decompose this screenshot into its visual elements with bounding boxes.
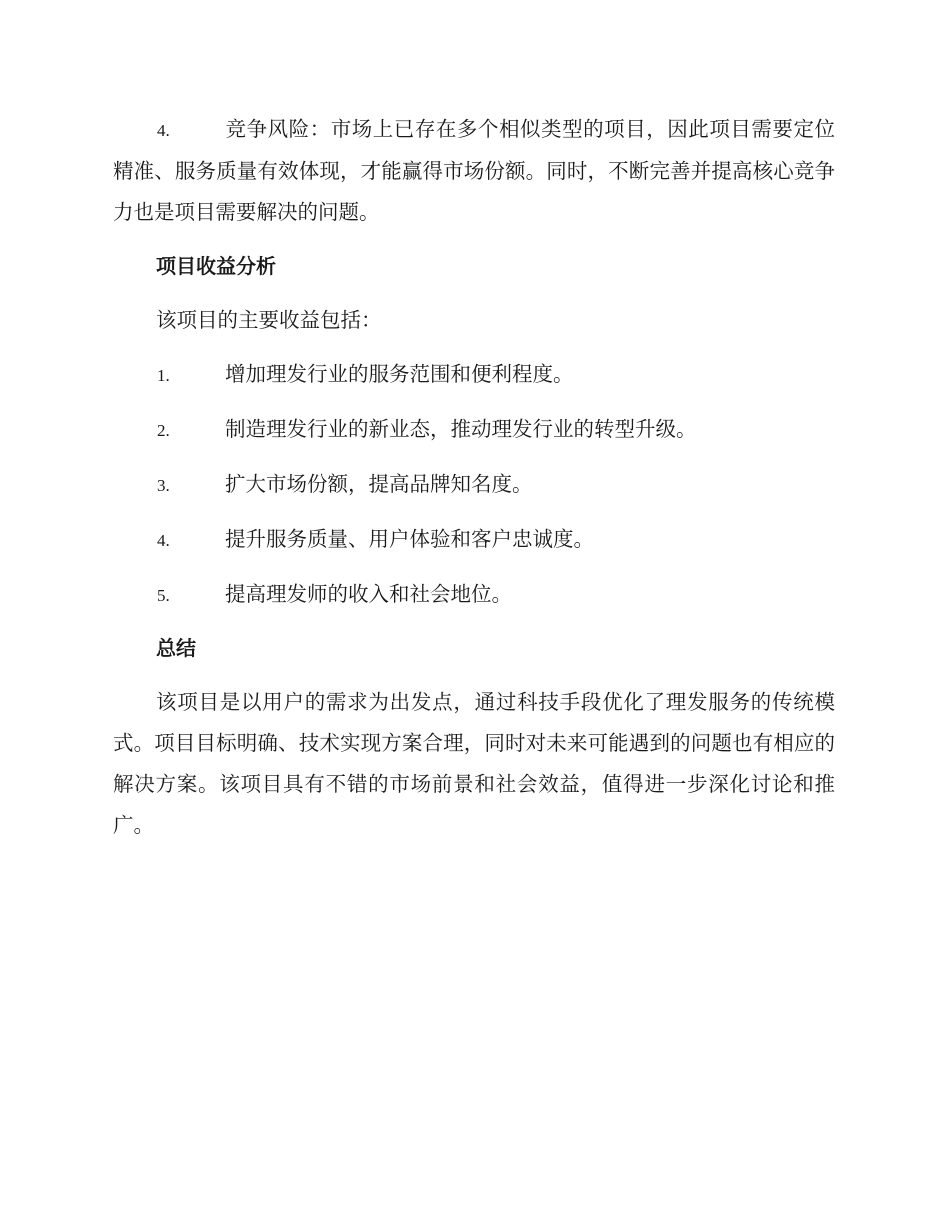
document-content <box>113 109 835 846</box>
benefits-lead: 该项目的主要收益包括： <box>156 308 382 332</box>
benefit-item-4 <box>113 519 835 560</box>
benefit-item-number: 5. <box>157 586 170 605</box>
benefit-item-number: 3. <box>157 476 170 495</box>
risk-item-text: 竞争风险：市场上已存在多个相似类型的项目，因此项目需要定位精准、服务质量有效体现，才能赢得市场份额。同时，不断完善并提高核心竞争力也是项目需要解决的问题。 <box>113 117 835 224</box>
benefit-item-5 <box>113 574 835 615</box>
risk-item-number: 4. <box>157 121 170 140</box>
benefit-item-number: 1. <box>157 366 170 385</box>
benefit-item-text: 增加理发行业的服务范围和便利程度。 <box>225 362 574 386</box>
benefit-item-number: 4. <box>157 531 170 550</box>
benefit-item-2 <box>113 409 835 450</box>
benefit-item-text: 提升服务质量、用户体验和客户忠诚度。 <box>225 527 594 551</box>
benefit-item-text: 制造理发行业的新业态，推动理发行业的转型升级。 <box>225 417 697 441</box>
summary-heading: 总结 <box>156 636 196 660</box>
benefit-item-text: 提高理发师的收入和社会地位。 <box>225 582 512 606</box>
summary-paragraph: 该项目是以用户的需求为出发点，通过科技手段优化了理发服务的传统模式。项目目标明确、技术实现方案合理，同时对未来可能遇到的问题也有相应的解决方案。该项目具有不错的市场前景和社会效益，值得进一步深化讨论和推广。 <box>113 690 835 837</box>
risk-item-4 <box>113 109 835 233</box>
benefit-item-number: 2. <box>157 421 170 440</box>
benefit-item-text: 扩大市场份额，提高品牌知名度。 <box>225 472 533 496</box>
benefit-item-3 <box>113 464 835 505</box>
benefits-heading: 项目收益分析 <box>156 254 276 278</box>
benefit-item-1 <box>113 354 835 395</box>
